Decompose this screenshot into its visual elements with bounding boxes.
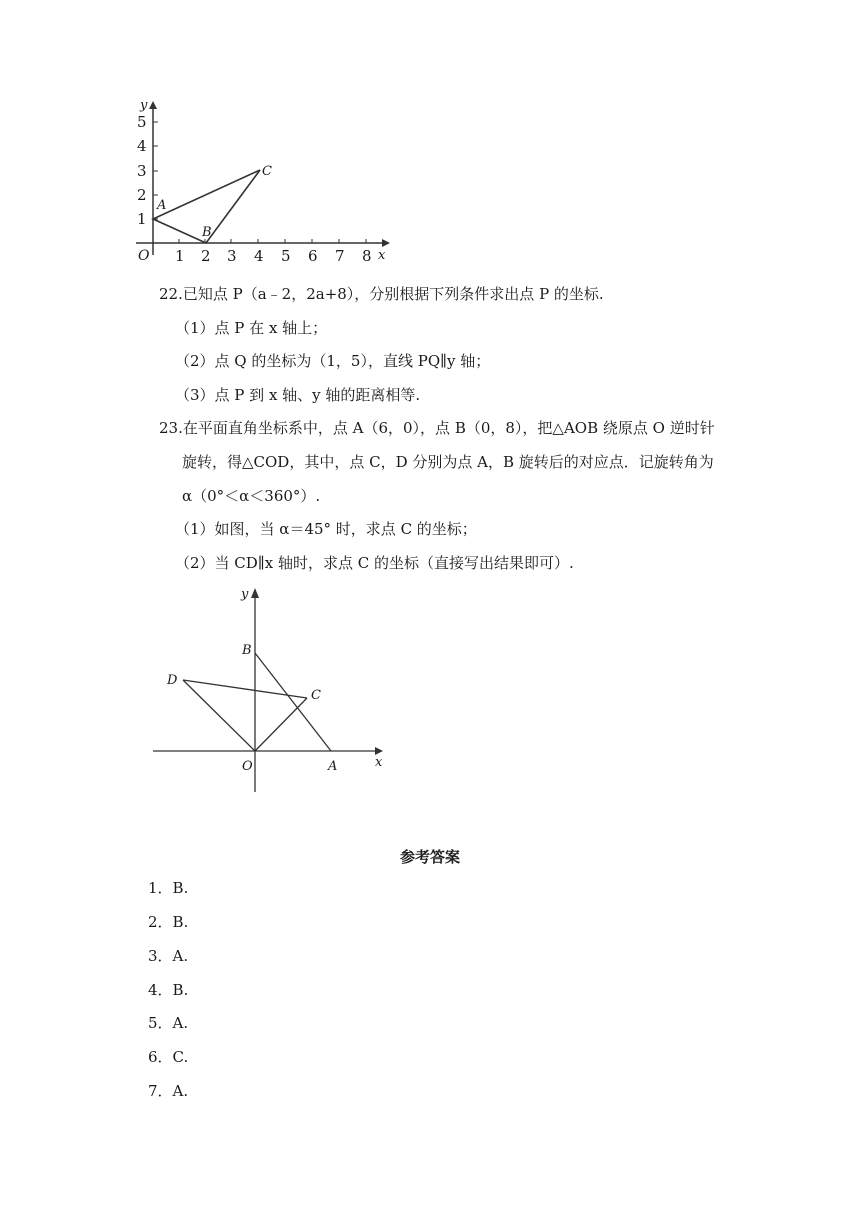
- segment-od: [183, 680, 255, 751]
- point-label-c: C: [311, 688, 321, 703]
- point-label-d: D: [167, 673, 178, 688]
- answer-item: 2．B.: [148, 913, 189, 931]
- q23-stem-line-3: α（0°＜α＜360°）.: [182, 487, 321, 505]
- y-axis-arrow: [251, 588, 259, 598]
- origin-label: O: [138, 248, 150, 264]
- x-tick-label: 4: [254, 247, 264, 265]
- y-axis-label: y: [140, 98, 148, 113]
- answer-item: 1．B.: [148, 879, 189, 897]
- origin-label: O: [242, 759, 253, 774]
- x-tick-label: 2: [201, 247, 211, 265]
- figure-rotation-cod: [145, 580, 395, 800]
- segment-dc: [183, 680, 307, 698]
- q22-part-1: （1）点 P 在 x 轴上；: [175, 319, 328, 337]
- x-axis-label: x: [375, 755, 383, 770]
- x-tick-label: 3: [227, 247, 237, 265]
- y-axis-label: y: [241, 587, 249, 602]
- answer-item: 6．C.: [148, 1048, 189, 1066]
- answer-item: 5．A.: [148, 1014, 189, 1032]
- q22-stem-text: 已知点 P（a﹣2，2a+8），分别根据下列条件求出点 P 的坐标.: [182, 285, 604, 303]
- answers-heading: 参考答案: [399, 848, 460, 866]
- q23-stem-line-1: [159, 418, 715, 438]
- point-label-b: B: [242, 643, 252, 658]
- x-axis-label: x: [378, 248, 386, 263]
- point-label-b: B: [202, 225, 212, 240]
- q23-part-2: （2）当 CD∥x 轴时，求点 C 的坐标（直接写出结果即可）.: [175, 554, 574, 572]
- y-axis-arrow: [149, 101, 157, 109]
- q22-number: 22.: [159, 285, 183, 303]
- x-axis-arrow: [382, 239, 390, 247]
- point-label-c: C: [262, 164, 272, 179]
- y-tick-label: 1: [137, 210, 147, 228]
- q23-stem-text-1: 在平面直角坐标系中，点 A（6，0），点 B（0，8），把△AOB 绕原点 O 逆时针: [182, 419, 715, 437]
- x-tick-label: 8: [362, 247, 372, 265]
- answer-item: 7．A.: [148, 1082, 189, 1100]
- y-tick-label: 3: [137, 162, 147, 180]
- q23-part-1: （1）如图，当 α＝45° 时，求点 C 的坐标；: [175, 520, 477, 538]
- q23-stem-line-2: 旋转，得△COD，其中，点 C，D 分别为点 A，B 旋转后的对应点．记旋转角为: [182, 453, 714, 471]
- answer-item: 4．B.: [148, 981, 189, 999]
- x-tick-label: 6: [308, 247, 318, 265]
- x-tick-label: 1: [175, 247, 185, 265]
- x-axis-arrow: [375, 747, 383, 755]
- q23-number: 23.: [159, 419, 183, 437]
- point-label-a: A: [328, 759, 338, 774]
- segment-oc: [255, 698, 307, 751]
- figure-triangle-abc: [120, 95, 400, 265]
- y-tick-label: 4: [137, 137, 147, 155]
- q22-part-3: （3）点 P 到 x 轴、y 轴的距离相等.: [175, 386, 421, 404]
- q22-stem: [159, 284, 604, 304]
- x-tick-label: 7: [335, 247, 345, 265]
- y-tick-label: 2: [137, 186, 147, 204]
- answer-item: 3．A.: [148, 947, 189, 965]
- y-tick-label: 5: [137, 113, 147, 131]
- x-tick-label: 5: [281, 247, 291, 265]
- q22-part-2: （2）点 Q 的坐标为（1，5），直线 PQ∥y 轴；: [175, 352, 491, 370]
- point-label-a: A: [157, 198, 167, 213]
